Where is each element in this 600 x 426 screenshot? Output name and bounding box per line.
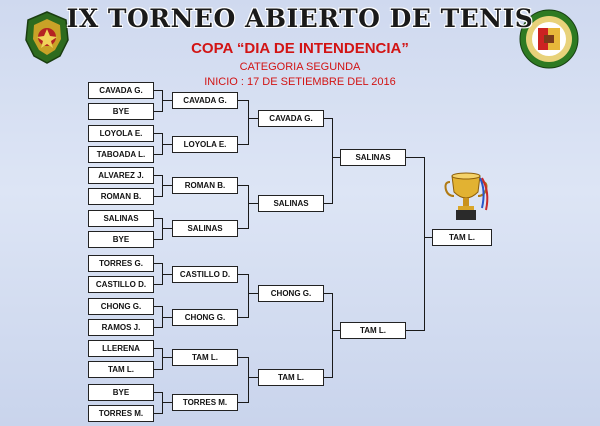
round1-entry: RAMOS J.	[88, 319, 154, 336]
cup-subtitle: COPA “DIA DE INTENDENCIA”	[191, 40, 409, 57]
round2-entry: TAM L.	[172, 349, 238, 366]
round1-entry: TAM L.	[88, 361, 154, 378]
round1-entry: CASTILLO D.	[88, 276, 154, 293]
round2-entry: CHONG G.	[172, 309, 238, 326]
page-title: IX TORNEO ABIERTO DE TENIS	[66, 4, 534, 33]
round1-entry: CAVADA G.	[88, 82, 154, 99]
round1-entry: ROMAN B.	[88, 188, 154, 205]
semifinal-entry: TAM L.	[340, 322, 406, 339]
round2-entry: SALINAS	[172, 220, 238, 237]
round3-entry: TAM L.	[258, 369, 324, 386]
champion-entry: TAM L.	[432, 229, 492, 246]
round2-entry: CASTILLO D.	[172, 266, 238, 283]
round1-entry: BYE	[88, 103, 154, 120]
round2-entry: CAVADA G.	[172, 92, 238, 109]
start-date-label: INICIO : 17 DE SETIEMBRE DEL 2016	[204, 76, 396, 88]
round2-entry: ROMAN B.	[172, 177, 238, 194]
round2-entry: TORRES M.	[172, 394, 238, 411]
category-label: CATEGORIA SEGUNDA	[239, 61, 361, 73]
trophy-icon	[444, 168, 494, 224]
round1-entry: SALINAS	[88, 210, 154, 227]
round1-entry: LOYOLA E.	[88, 125, 154, 142]
round1-entry: BYE	[88, 231, 154, 248]
round1-entry: BYE	[88, 384, 154, 401]
round1-entry: TABOADA L.	[88, 146, 154, 163]
round1-entry: TORRES M.	[88, 405, 154, 422]
semifinal-entry: SALINAS	[340, 149, 406, 166]
round1-entry: TORRES G.	[88, 255, 154, 272]
round3-entry: SALINAS	[258, 195, 324, 212]
round3-entry: CHONG G.	[258, 285, 324, 302]
round1-entry: LLERENA	[88, 340, 154, 357]
round3-entry: CAVADA G.	[258, 110, 324, 127]
round1-entry: CHONG G.	[88, 298, 154, 315]
round2-entry: LOYOLA E.	[172, 136, 238, 153]
round1-entry: ALVAREZ J.	[88, 167, 154, 184]
